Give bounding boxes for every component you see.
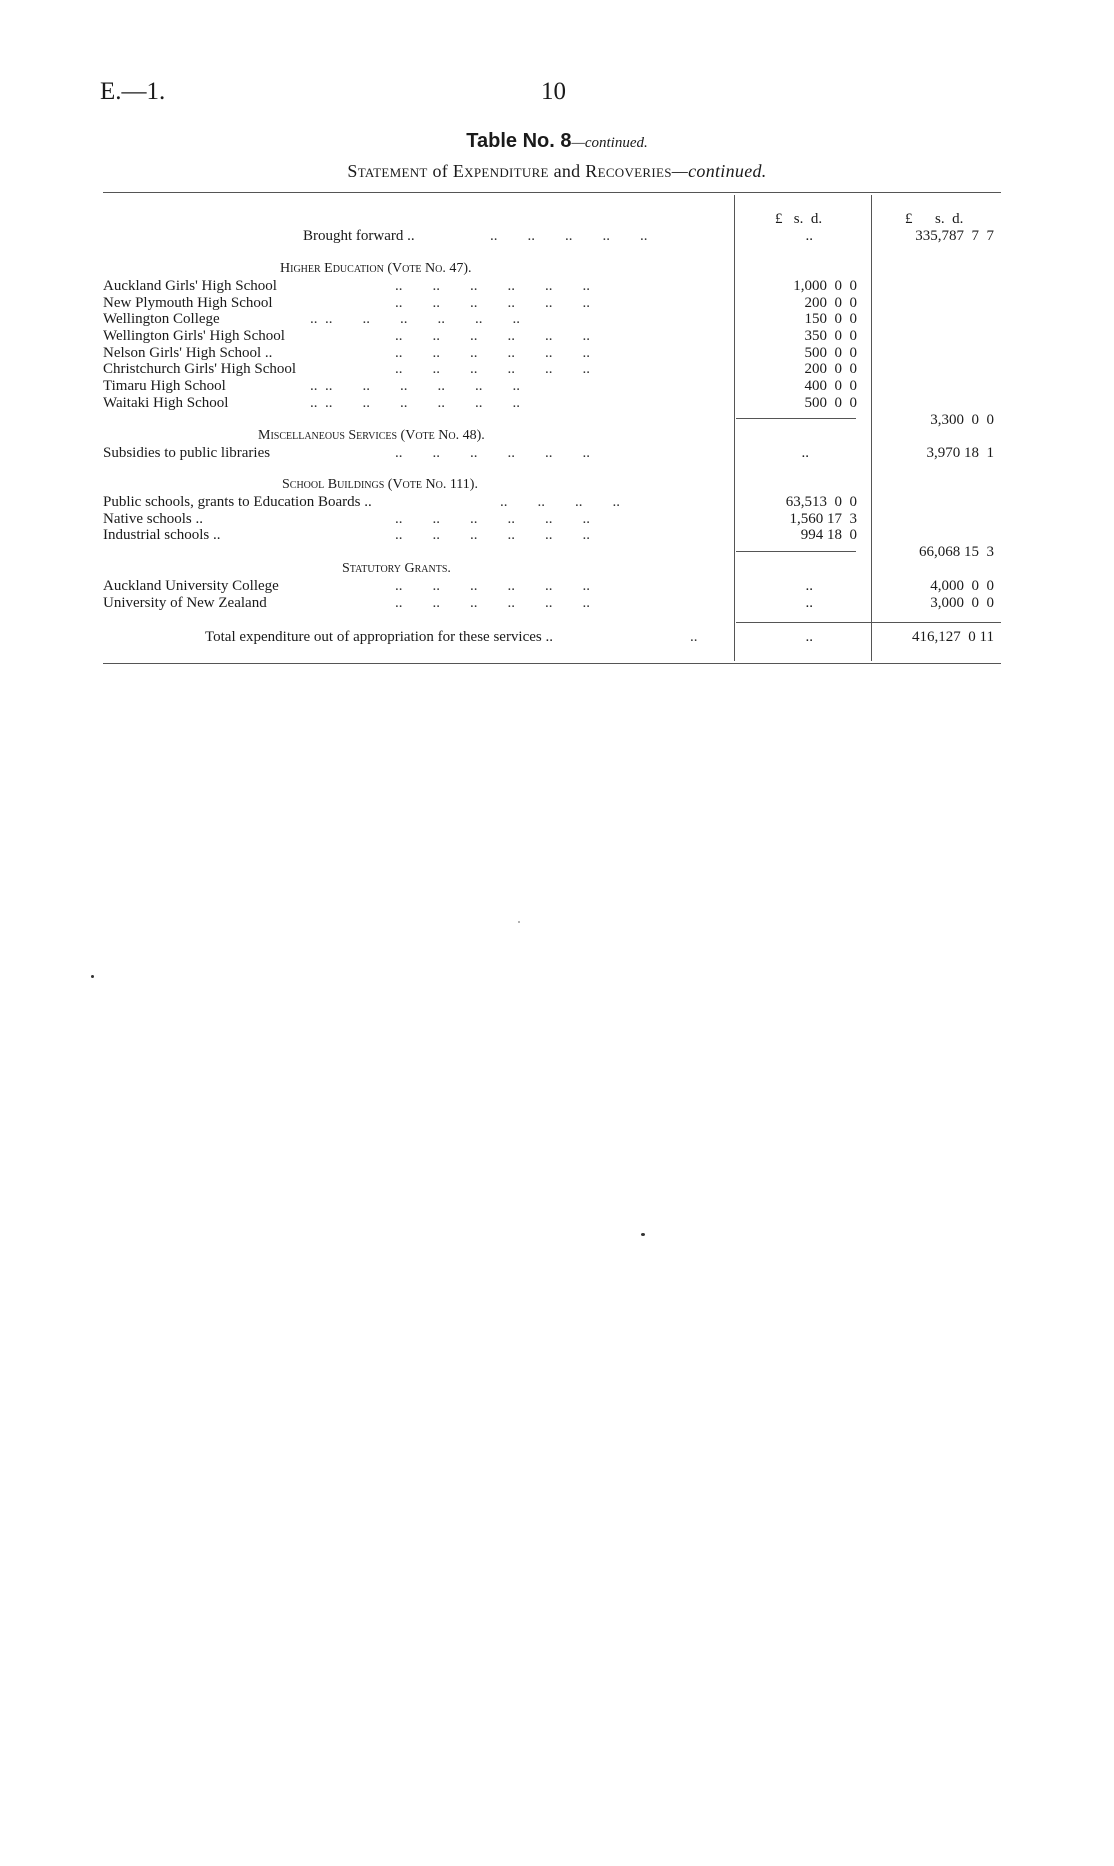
row-label: Timaru High School	[103, 378, 226, 394]
row-value-col2: 416,127 0 11	[912, 629, 994, 645]
row-value-col1: 63,513 0 0	[785, 494, 857, 510]
row-leader-dots: .. .. .. .. .. .. ..	[310, 311, 520, 327]
table-top-rule	[103, 192, 1001, 193]
section-heading-text: Miscellaneous Services (Vote No. 48).	[258, 428, 485, 443]
row-leader-dots: .. .. .. .. .. .. ..	[310, 378, 520, 394]
row-label: Wellington Girls' High School	[103, 328, 285, 344]
section-heading-text: Higher Education (Vote No. 47).	[280, 261, 472, 276]
row-value-col1: 1,560 17 3	[789, 511, 857, 527]
table-row	[0, 311, 1114, 328]
row-label: Subsidies to public libraries	[103, 445, 271, 461]
document-reference: E.—1.	[100, 78, 166, 105]
row-label: Wellington College	[103, 311, 220, 327]
scan-speck	[91, 975, 94, 978]
row-label: Total expenditure out of appropriation for these services ..	[205, 629, 554, 645]
row-label: New Plymouth High School	[103, 295, 273, 311]
row-value-col1: ..	[805, 595, 813, 611]
table-row	[0, 395, 1114, 412]
section-heading-text: Statutory Grants.	[342, 561, 451, 576]
row-leader-dots: .. .. .. .. .. ..	[380, 278, 590, 294]
column-heading-2: £ s. d.	[905, 211, 964, 227]
row-label: Waitaki High School	[103, 395, 229, 411]
table-title-suffix: —continued.	[571, 135, 648, 151]
subtitle-word-of: of	[427, 161, 453, 181]
row-label: Native schools ..	[103, 511, 203, 527]
row-value-col2: 3,000 0 0	[930, 595, 994, 611]
row-value-col1: ..	[801, 445, 809, 461]
table-bottom-rule	[103, 663, 1001, 664]
table-row	[0, 328, 1114, 345]
row-value-col1: 500 0 0	[804, 345, 857, 361]
row-label: Auckland Girls' High School	[103, 278, 277, 294]
row-leader-dots: ..	[660, 629, 698, 645]
table-title	[0, 130, 1114, 153]
row-label: Christchurch Girls' High School	[103, 361, 297, 377]
subtitle-word-statement: Statement	[347, 161, 428, 181]
table-row	[0, 345, 1114, 362]
subtitle-word-and: and	[548, 161, 586, 181]
row-leader-dots: .. .. .. .. ..	[460, 228, 648, 244]
row-value-col1: ..	[805, 629, 813, 645]
row-value-col1: 994 18 0	[800, 527, 857, 543]
table-row	[0, 295, 1114, 312]
subtitle-word-expenditure: Expenditure	[452, 161, 549, 181]
section-heading-misc-services	[258, 428, 485, 444]
table-subtitle	[0, 161, 1114, 182]
subtitle-word-continued: —continued.	[671, 161, 767, 181]
row-value-col1: 150 0 0	[804, 311, 857, 327]
row-leader-dots: .. .. .. ..	[470, 494, 620, 510]
subtotal-value: 3,300 0 0	[930, 412, 994, 428]
row-value-col1: 400 0 0	[804, 378, 857, 394]
row-value-col2: 4,000 0 0	[930, 578, 994, 594]
row-value-col1: 200 0 0	[804, 361, 857, 377]
row-label: Auckland University College	[103, 578, 279, 594]
table-row	[0, 578, 1114, 595]
scan-speck	[641, 1233, 645, 1236]
table-title-main: Table No. 8	[466, 130, 572, 152]
table-row	[0, 595, 1114, 612]
table-row	[0, 494, 1114, 511]
row-leader-dots: .. .. .. .. .. ..	[380, 295, 590, 311]
row-value-col2: 335,787 7 7	[915, 228, 994, 244]
subtotal-value: 66,068 15 3	[919, 544, 994, 560]
row-value-col1: 500 0 0	[804, 395, 857, 411]
row-leader-dots: .. .. .. .. .. ..	[380, 578, 590, 594]
column-heading-1: £ s. d.	[775, 211, 823, 227]
row-leader-dots: .. .. .. .. .. ..	[380, 527, 590, 543]
row-value-col1: ..	[805, 578, 813, 594]
table-row	[0, 511, 1114, 528]
subtitle-word-recoveries: Recoveries	[585, 161, 672, 181]
scan-speck	[518, 921, 520, 923]
table-row	[0, 378, 1114, 395]
row-label: Public schools, grants to Education Boards ..	[103, 494, 372, 510]
subtotal-row-school-buildings	[0, 544, 1114, 561]
total-rule	[736, 622, 1001, 623]
row-leader-dots: .. .. .. .. .. .. ..	[310, 395, 520, 411]
row-leader-dots: .. .. .. .. .. ..	[380, 328, 590, 344]
section-heading-higher-education	[280, 261, 472, 277]
section-heading-school-buildings	[282, 477, 478, 493]
row-label: University of New Zealand	[103, 595, 267, 611]
row-label: Brought forward ..	[303, 228, 415, 244]
row-label: Industrial schools ..	[103, 527, 221, 543]
row-leader-dots: .. .. .. .. .. ..	[380, 361, 590, 377]
table-row	[0, 445, 1114, 462]
row-leader-dots: .. .. .. .. .. ..	[380, 595, 590, 611]
row-leader-dots: .. .. .. .. .. ..	[380, 445, 590, 461]
table-row	[0, 361, 1114, 378]
row-value-col2: 3,970 18 1	[926, 445, 994, 461]
row-leader-dots: .. .. .. .. .. ..	[380, 511, 590, 527]
subtotal-row-higher-education	[0, 412, 1114, 429]
row-value-col1: 1,000 0 0	[793, 278, 857, 294]
table-row	[0, 527, 1114, 544]
page-number: 10	[541, 78, 566, 105]
row-value-col1: 200 0 0	[804, 295, 857, 311]
grand-total-row	[0, 629, 1114, 646]
row-label: Nelson Girls' High School ..	[103, 345, 273, 361]
row-value-col1: 350 0 0	[804, 328, 857, 344]
section-heading-statutory-grants	[342, 561, 451, 577]
row-value-col1: ..	[805, 228, 813, 244]
row-leader-dots: .. .. .. .. .. ..	[380, 345, 590, 361]
table-row	[0, 278, 1114, 295]
section-heading-text: School Buildings (Vote No. 111).	[282, 477, 478, 492]
row-brought-forward	[0, 228, 1114, 245]
